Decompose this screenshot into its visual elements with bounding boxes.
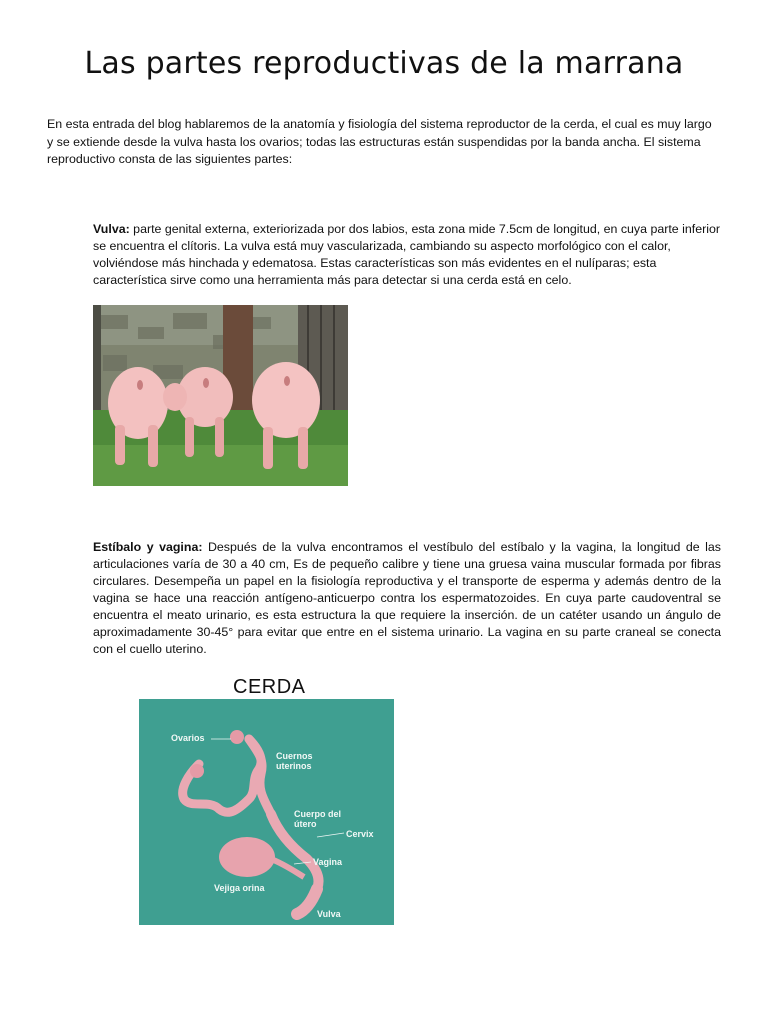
label-vejiga-orina: Vejiga orina <box>214 883 265 893</box>
vulva-heading: Vulva: <box>93 222 130 236</box>
label-cervix: Cervix <box>346 829 374 839</box>
intro-paragraph: En esta entrada del blog hablaremos de la anatomía y fisiología del sistema reproductor de la cerda, el cual es muy largo y se extiende desde la vulva hasta los ovarios; todas las estructuras están suspendidas por la banda ancha. El sistema reproductivo consta de las siguientes partes: <box>47 117 712 166</box>
vagina-heading: Estíbalo y vagina: <box>93 540 203 554</box>
pigs-photo <box>93 305 348 486</box>
label-vulva: Vulva <box>317 909 341 919</box>
pigs-photo-illustration <box>93 305 348 486</box>
anatomy-figure <box>139 699 394 925</box>
vagina-section <box>93 539 721 658</box>
vagina-text: Después de la vulva encontramos el vestíbulo del estíbalo y la vagina, la longitud de las articulaciones varía de 30 a 40 cm, Es de pequeño calibre y tiene una gruesa vaina muscular formada por fibras circulares. Desempeña un papel en la fisiología reproductiva y el transporte de esperma y además dentro de la vagina se hace una reacción antígeno-anticuerpo contra los espermatozoides. En cuya parte caudoventral se encuentra el meato urinario, es esta estructura la que requiere la inserción. de un catéter usando un ángulo de aproximadamente 30-45° para evitar que entre en el sistema urinario. La vagina en su parte craneal se conecta con el cuello uterino. <box>93 540 721 656</box>
vulva-text: parte genital externa, exteriorizada por dos labios, esta zona mide 7.5cm de longitud, en cuya parte inferior se encuentra el clítoris. La vulva está muy vascularizada, cambiando su aspecto morfológico con el calor, volviéndose más hinchada y edematosa. Estas características son más evidentes en el nulíparas; esta característica sirve como una herramienta más para detectar si una cerda está en celo. <box>93 222 721 287</box>
label-vagina: Vagina <box>313 857 343 867</box>
figure-title: CERDA <box>233 676 306 698</box>
label-ovarios: Ovarios <box>171 733 205 743</box>
page-title: Las partes reproductivas de la marrana <box>84 46 684 81</box>
label-cuerpo-del-utero: Cuerpo del útero <box>294 809 342 829</box>
label-cuernos-uterinos: Cuernos uterinos <box>276 751 313 771</box>
vulva-section <box>93 221 721 289</box>
